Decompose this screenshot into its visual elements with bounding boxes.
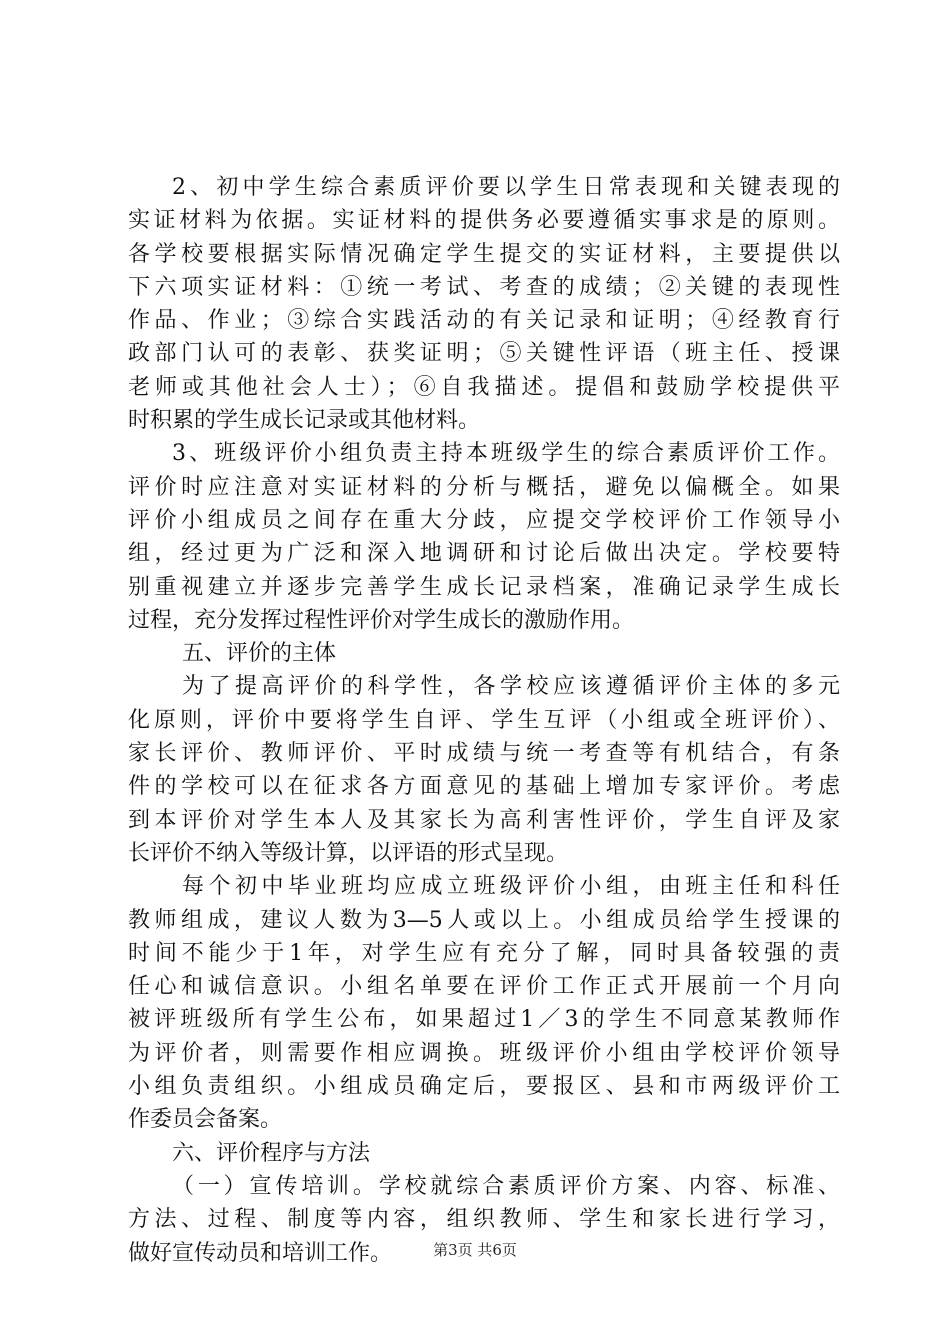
paragraph-3-line-4: 组，经过更为广泛和深入地调研和讨论后做出决定。学校要特 xyxy=(128,541,840,567)
paragraph-3-line-2: 评价时应注意对实证材料的分析与概括，避免以偏概全。如果 xyxy=(128,474,840,500)
paragraph-training-line-1: （一）宣传培训。学校就综合素质评价方案、内容、标准、 xyxy=(172,1173,840,1199)
paragraph-2-line-2: 实证材料为依据。实证材料的提供务必要遵循实事求是的原则。 xyxy=(128,208,840,234)
paragraph-3-line-6: 过程，充分发挥过程性评价对学生成长的激励作用。 xyxy=(128,607,635,633)
page-number-footer: 第3页 共6页 xyxy=(433,1241,517,1259)
paragraph-group-line-7: 小组负责组织。小组成员确定后，要报区、县和市两级评价工 xyxy=(128,1074,840,1100)
paragraph-group-line-6: 为评价者，则需要作相应调换。班级评价小组由学校评价领导 xyxy=(128,1040,840,1066)
paragraph-subject-line-1: 为了提高评价的科学性，各学校应该遵循评价主体的多元 xyxy=(182,674,840,700)
paragraph-3-line-3: 评价小组成员之间存在重大分歧，应提交学校评价工作领导小 xyxy=(128,507,840,533)
paragraph-group-line-8: 作委员会备案。 xyxy=(128,1107,283,1133)
paragraph-3-line-5: 别重视建立并逐步完善学生成长记录档案，准确记录学生成长 xyxy=(128,574,840,600)
paragraph-subject-line-4: 件的学校可以在征求各方面意见的基础上增加专家评价。考虑 xyxy=(128,774,840,800)
paragraph-subject-line-6: 长评价不纳入等级计算，以评语的形式呈现。 xyxy=(128,840,569,866)
paragraph-group-line-2: 教师组成，建议人数为3—5人或以上。小组成员给学生授课的 xyxy=(128,907,840,933)
paragraph-subject-line-2: 化原则，评价中要将学生自评、学生互评（小组或全班评价）、 xyxy=(128,707,840,733)
paragraph-2-line-3: 各学校要根据实际情况确定学生提交的实证材料，主要提供以 xyxy=(128,241,840,267)
paragraph-2-line-4: 下六项实证材料：①统一考试、考查的成绩；②关键的表现性 xyxy=(128,274,840,300)
paragraph-group-line-5: 被评班级所有学生公布，如果超过1／3的学生不同意某教师作 xyxy=(128,1007,840,1033)
paragraph-3-line-1: 3、班级评价小组负责主持本班级学生的综合素质评价工作。 xyxy=(172,441,840,467)
paragraph-2-line-6: 政部门认可的表彰、获奖证明；⑤关键性评语（班主任、授课 xyxy=(128,341,840,367)
paragraph-2-line-7: 老师或其他社会人士）；⑥自我描述。提倡和鼓励学校提供平 xyxy=(128,374,840,400)
paragraph-2-line-8: 时积累的学生成长记录或其他材料。 xyxy=(128,408,481,434)
paragraph-group-line-1: 每个初中毕业班均应成立班级评价小组，由班主任和科任 xyxy=(182,874,840,900)
paragraph-subject-line-5: 到本评价对学生本人及其家长为高利害性评价，学生自评及家 xyxy=(128,807,840,833)
paragraph-group-line-4: 任心和诚信意识。小组名单要在评价工作正式开展前一个月向 xyxy=(128,974,840,1000)
section-heading-5: 五、评价的主体 xyxy=(182,641,337,667)
paragraph-2-line-5: 作品、作业；③综合实践活动的有关记录和证明；④经教育行 xyxy=(128,308,840,334)
paragraph-training-line-2: 方法、过程、制度等内容，组织教师、学生和家长进行学习， xyxy=(128,1207,840,1233)
paragraph-subject-line-3: 家长评价、教师评价、平时成绩与统一考查等有机结合，有条 xyxy=(128,741,840,767)
paragraph-2-line-1: 2、初中学生综合素质评价要以学生日常表现和关键表现的 xyxy=(172,175,840,200)
document-body xyxy=(128,171,840,1270)
paragraph-training-line-3: 做好宣传动员和培训工作。 xyxy=(128,1240,393,1266)
section-heading-6: 六、评价程序与方法 xyxy=(172,1140,371,1166)
paragraph-group-line-3: 时间不能少于1年，对学生应有充分了解，同时具备较强的责 xyxy=(128,940,840,966)
